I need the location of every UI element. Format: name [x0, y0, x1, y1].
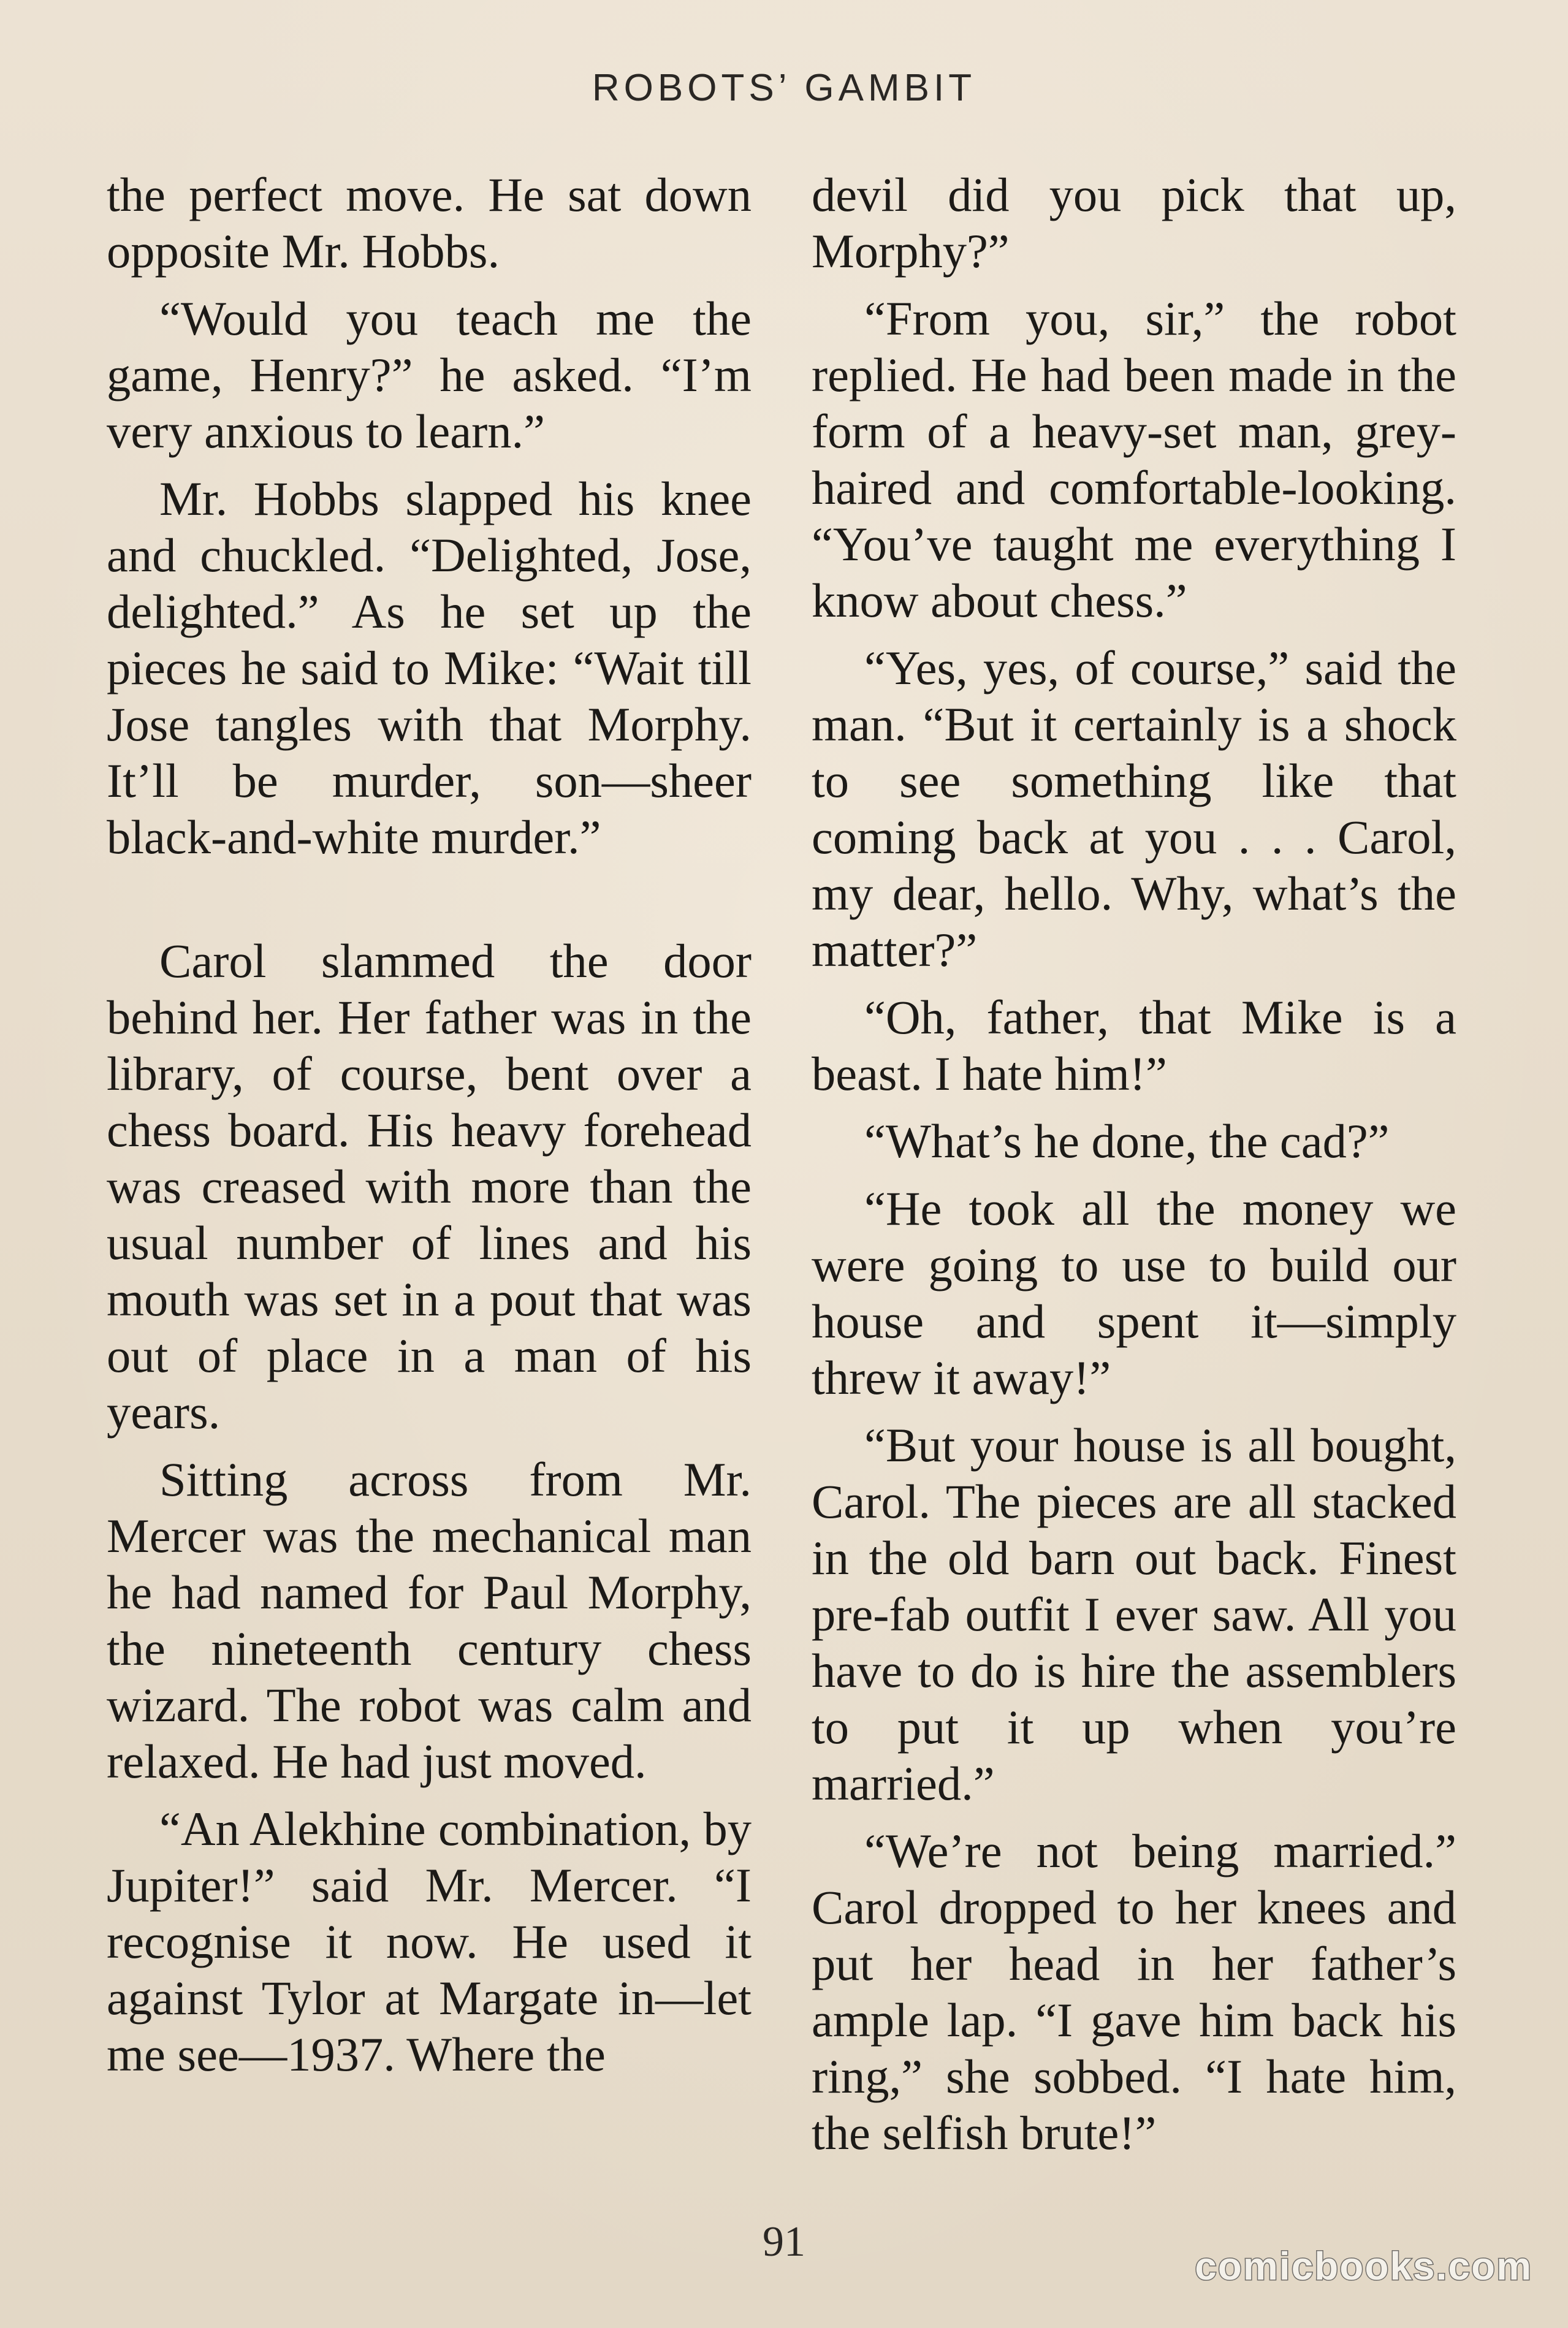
paragraph: “Yes, yes, of course,” said the man. “But it certainly is a shock to see something like that coming back at you . . . Carol, my dear, hello. Why, what’s the matter?”: [812, 641, 1456, 976]
paragraph: “He took all the money we were going to use to build our house and spent it—simply threw it away!”: [812, 1182, 1456, 1404]
paragraph: Carol slammed the door behind her. Her father was in the library, of course, bent over a chess board. His heavy forehead was creased with more than the usual number of lines and his mouth was set in a pout that was out of place in a man of his years.: [107, 934, 752, 1439]
paragraph: devil did you pick that up, Morphy?”: [812, 168, 1456, 278]
running-title: ROBOTS’ GAMBIT: [592, 67, 976, 109]
text-column-right: [812, 167, 1456, 2172]
paragraph: “Would you teach me the game, Henry?” he asked. “I’m very anxious to learn.”: [107, 292, 752, 458]
paragraph: “But your house is all bought, Carol. The pieces are all stacked in the old barn out back. Finest pre-fab outfit I ever saw. All you have to do is hire the assemblers to put it up when you’re married.”: [812, 1418, 1456, 1810]
paragraph: “What’s he done, the cad?”: [864, 1114, 1390, 1168]
page-number: 91: [763, 2218, 805, 2265]
paragraph: “From you, sir,” the robot replied. He had been made in the form of a heavy-set man, grey-haired and comfortable-looking. “You’ve taught me everything I know about chess.”: [812, 292, 1456, 627]
paragraph: “An Alekhine combination, by Jupiter!” said Mr. Mercer. “I recognise it now. He used it against Tylor at Margate in—let me see—1937. Where the: [107, 1802, 752, 2081]
paragraph: “We’re not being married.” Carol dropped to her knees and put her head in her father’s ample lap. “I gave him back his ring,” she sobbed. “I hate him, the selfish brute!”: [812, 1824, 1456, 2159]
text-column-left: [107, 167, 752, 2094]
watermark-logo: comicbooks.com: [1195, 2244, 1532, 2288]
paragraph: Mr. Hobbs slapped his knee and chuckled. “Delighted, Jose, delighted.” As he set up the pieces he said to Mike: “Wait till Jose tangles with that Morphy. It’ll be murder, son—sheer black-and-white murder.”: [107, 472, 752, 864]
paragraph: Sitting across from Mr. Mercer was the mechanical man he had named for Paul Morphy, the nineteenth century chess wizard. The robot was calm and relaxed. He had just moved.: [107, 1453, 752, 1788]
paragraph: the perfect move. He sat down opposite Mr. Hobbs.: [107, 168, 752, 278]
paragraph: “Oh, father, that Mike is a beast. I hate him!”: [812, 991, 1456, 1100]
